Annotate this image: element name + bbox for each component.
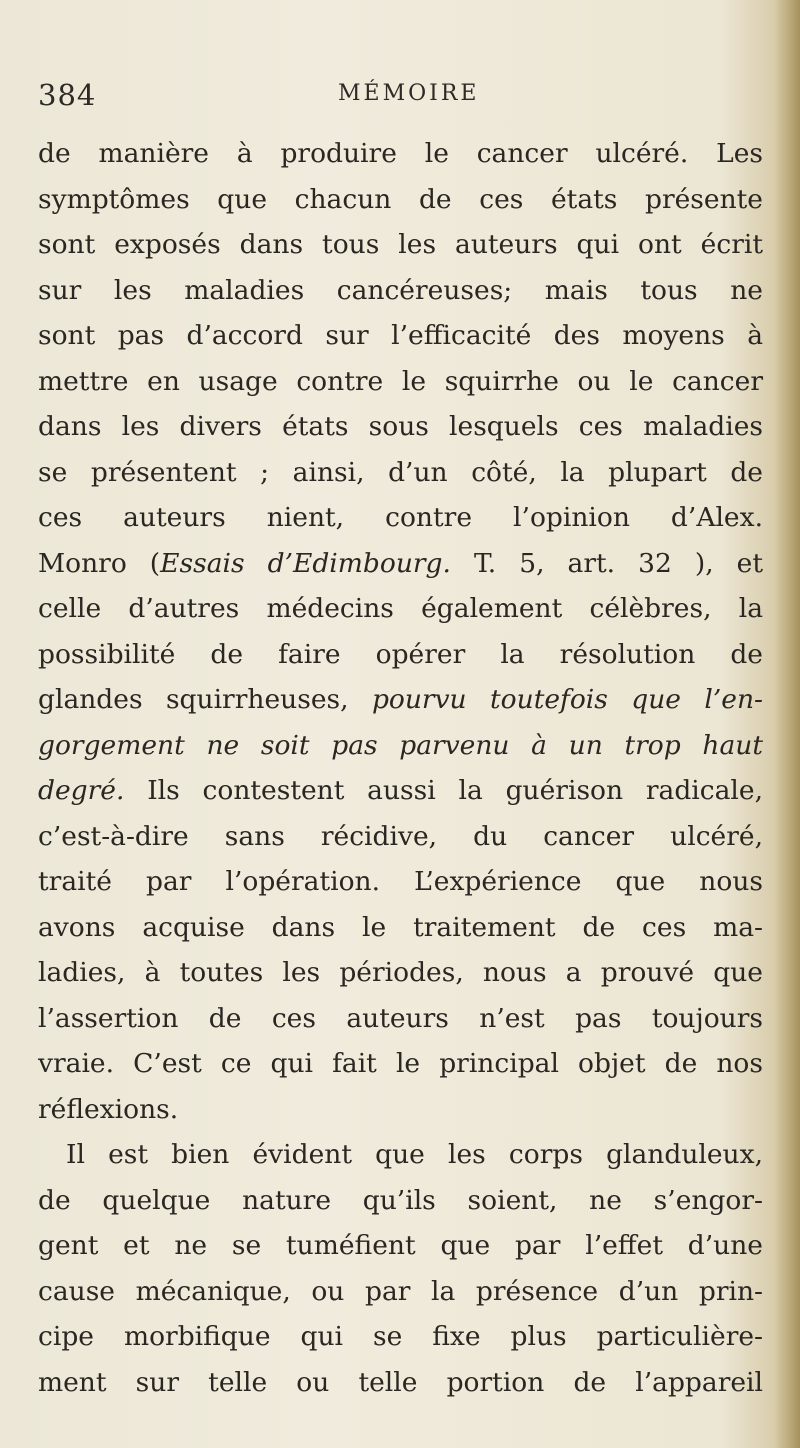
text-run: se présentent ; ainsi, d’un côté, la plupart de bbox=[38, 456, 763, 488]
text-run: l’assertion de ces auteurs n’est pas toujours bbox=[38, 1002, 763, 1034]
text-line bbox=[38, 404, 763, 450]
text-line bbox=[38, 1360, 763, 1406]
text-run: gent et ne se tuméfient que par l’effet d’une bbox=[38, 1230, 763, 1261]
italic-text: pourvu toutefois que l’en- bbox=[371, 684, 763, 715]
text-line bbox=[38, 996, 763, 1042]
page-number: 384 bbox=[38, 78, 97, 112]
text-line bbox=[38, 1314, 763, 1360]
text-run: réflexions. bbox=[38, 1093, 179, 1125]
text-run: Il est bien évident que les corps glanduleux, bbox=[66, 1139, 763, 1170]
text-run: cipe morbifique qui se fixe plus particulière- bbox=[38, 1321, 763, 1352]
text-line bbox=[38, 131, 763, 177]
text-run: T. 5, art. 32 ), et bbox=[450, 547, 763, 579]
text-run: dans les divers états sous lesquels ces maladies bbox=[38, 411, 763, 442]
text-line bbox=[38, 677, 763, 723]
text-line bbox=[38, 268, 763, 314]
text-line bbox=[38, 359, 763, 405]
text-line bbox=[38, 1041, 763, 1087]
text-run: sur les maladies cancéreuses; mais tous ne bbox=[38, 274, 763, 306]
text-line bbox=[38, 632, 763, 678]
text-line bbox=[38, 313, 763, 359]
italic-text: gorgement ne soit pas parvenu à un trop haut bbox=[38, 729, 763, 761]
text-line bbox=[38, 1132, 763, 1178]
text-line bbox=[38, 222, 763, 268]
text-line bbox=[38, 950, 763, 996]
text-line bbox=[38, 905, 763, 951]
text-run: glandes squirrheuses, bbox=[38, 684, 372, 715]
text-run: vraie. C’est ce qui fait le principal objet de nos bbox=[38, 1048, 763, 1079]
text-line bbox=[38, 1223, 763, 1269]
text-run: de quelque nature qu’ils soient, ne s’engor- bbox=[38, 1184, 763, 1216]
text-line bbox=[38, 1178, 763, 1224]
text-line bbox=[38, 814, 763, 860]
text-line bbox=[38, 495, 763, 541]
page-edge-shadow bbox=[774, 0, 800, 1448]
text-line bbox=[38, 768, 763, 814]
text-run: possibilité de faire opérer la résolution de bbox=[38, 638, 763, 670]
body-text bbox=[38, 131, 763, 1405]
text-run: cause mécanique, ou par la présence d’un prin- bbox=[38, 1275, 763, 1307]
text-run: symptômes que chacun de ces états présente bbox=[38, 183, 763, 215]
italic-text: Essais d’Edimbourg. bbox=[160, 547, 451, 579]
text-line bbox=[38, 177, 763, 223]
text-line bbox=[38, 859, 763, 905]
text-run: sont pas d’accord sur l’efficacité des moyens à bbox=[38, 320, 763, 351]
italic-text: degré. bbox=[38, 775, 125, 806]
text-line bbox=[38, 450, 763, 496]
text-line bbox=[38, 1269, 763, 1315]
text-line bbox=[38, 541, 763, 587]
text-run: avons acquise dans le traitement de ces ma- bbox=[38, 911, 763, 943]
text-run: ment sur telle ou telle portion de l’appareil bbox=[38, 1366, 763, 1398]
running-title: MÉMOIRE bbox=[338, 81, 480, 106]
text-line bbox=[38, 1087, 763, 1133]
text-line bbox=[38, 586, 763, 632]
text-run: Ils contestent aussi la guérison radicale, bbox=[124, 775, 763, 806]
text-run: c’est-à-dire sans récidive, du cancer ulcéré, bbox=[38, 820, 763, 852]
text-run: de manière à produire le cancer ulcéré. Les bbox=[38, 138, 763, 169]
text-run: traité par l’opération. L’expérience que nous bbox=[38, 866, 763, 897]
text-run: sont exposés dans tous les auteurs qui ont écrit bbox=[38, 229, 763, 260]
text-run: ladies, à toutes les périodes, nous a prouvé que bbox=[38, 957, 763, 988]
text-run: Monro ( bbox=[38, 547, 161, 579]
text-line bbox=[38, 723, 763, 769]
text-run: mettre en usage contre le squirrhe ou le cancer bbox=[38, 365, 763, 397]
text-run: celle d’autres médecins également célèbres, la bbox=[38, 593, 763, 624]
text-run: ces auteurs nient, contre l’opinion d’Alex. bbox=[38, 502, 763, 533]
page-header bbox=[38, 78, 758, 118]
